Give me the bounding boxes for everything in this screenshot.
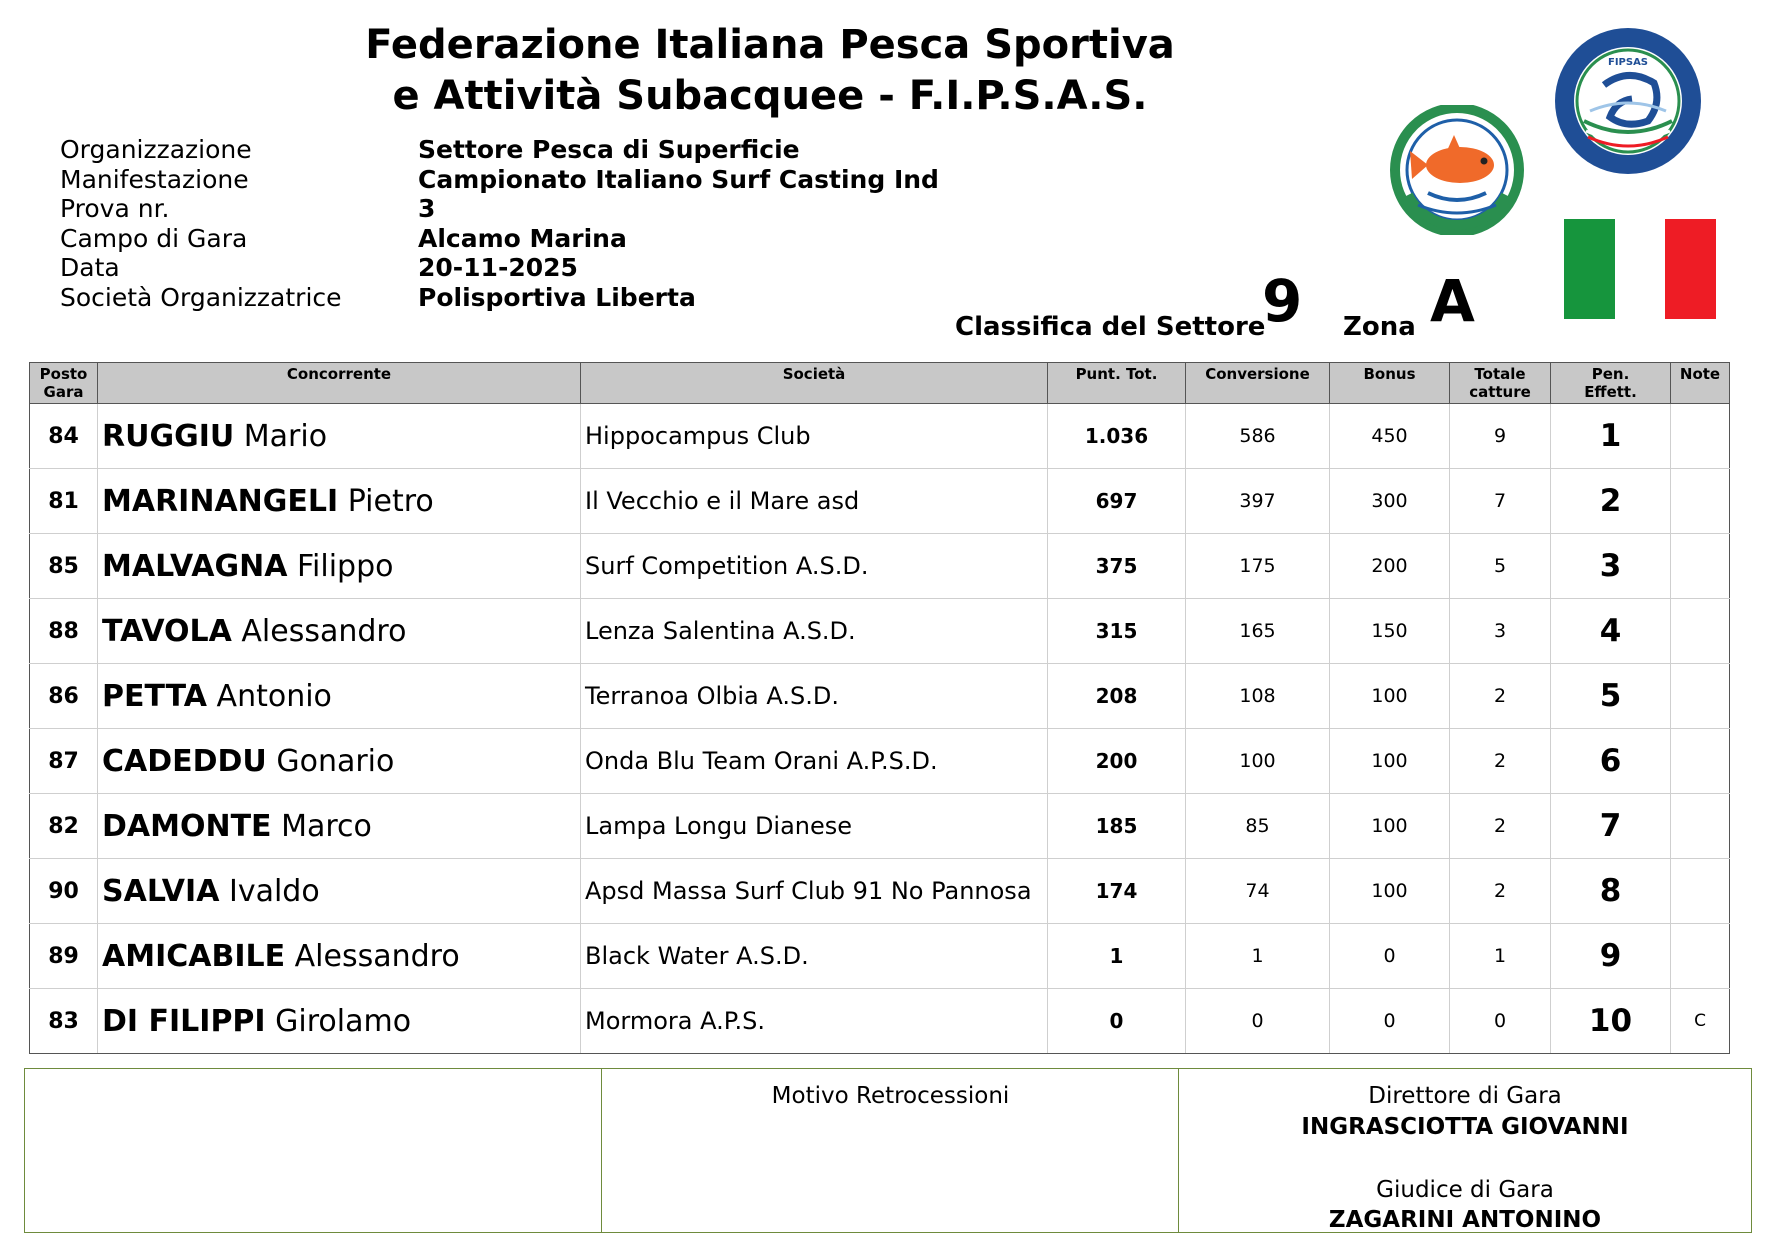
- cell-punt-tot: 0: [1048, 989, 1186, 1054]
- cell-pen-effett: 1: [1551, 404, 1671, 469]
- table-row: [30, 599, 1730, 664]
- cell-posto: 87: [30, 729, 98, 794]
- cell-pen-effett: 6: [1551, 729, 1671, 794]
- cell-societa: Lenza Salentina A.S.D.: [581, 599, 1048, 664]
- col-header-totale-catture: Totale catture: [1450, 363, 1551, 404]
- info-value: 3: [418, 194, 436, 224]
- competitor-first-name: Marco: [281, 808, 372, 844]
- flag-green-band: [1564, 219, 1615, 319]
- col-header-societa: Società: [581, 363, 1048, 404]
- cell-posto: 90: [30, 859, 98, 924]
- cell-conversione: 74: [1186, 859, 1330, 924]
- cell-punt-tot: 185: [1048, 794, 1186, 859]
- cell-totale-catture: 5: [1450, 534, 1551, 599]
- cell-concorrente: [98, 469, 581, 534]
- table-row: [30, 859, 1730, 924]
- cell-pen-effett: 10: [1551, 989, 1671, 1054]
- info-label: Manifestazione: [60, 164, 249, 194]
- col-header-note: Note: [1671, 363, 1730, 404]
- cell-posto: 84: [30, 404, 98, 469]
- cell-societa: Black Water A.S.D.: [581, 924, 1048, 989]
- competitor-first-name: Gonario: [276, 743, 395, 779]
- fipsas-logo: [1552, 25, 1704, 177]
- cell-punt-tot: 375: [1048, 534, 1186, 599]
- info-label: Campo di Gara: [60, 223, 248, 253]
- cell-conversione: 397: [1186, 469, 1330, 534]
- cell-note: C: [1671, 989, 1730, 1054]
- competitor-first-name: Pietro: [347, 483, 434, 519]
- cell-totale-catture: 9: [1450, 404, 1551, 469]
- cell-pen-effett: 2: [1551, 469, 1671, 534]
- cell-societa: Onda Blu Team Orani A.P.S.D.: [581, 729, 1048, 794]
- cell-punt-tot: 174: [1048, 859, 1186, 924]
- cell-totale-catture: 2: [1450, 859, 1551, 924]
- cell-note: [1671, 469, 1730, 534]
- cell-punt-tot: 697: [1048, 469, 1186, 534]
- cell-bonus: 100: [1330, 664, 1450, 729]
- zona-label: Zona: [1343, 312, 1416, 342]
- cell-societa: Hippocampus Club: [581, 404, 1048, 469]
- cell-bonus: 200: [1330, 534, 1450, 599]
- cell-bonus: 300: [1330, 469, 1450, 534]
- giudice-name: ZAGARINI ANTONINO: [1328, 1207, 1602, 1233]
- cell-societa: Terranoa Olbia A.S.D.: [581, 664, 1048, 729]
- competitor-surname: CADEDDU: [102, 743, 267, 779]
- cell-societa: Il Vecchio e il Mare asd: [581, 469, 1048, 534]
- cell-bonus: 450: [1330, 404, 1450, 469]
- zona-letter: A: [1430, 267, 1475, 335]
- competitor-surname: MARINANGELI: [102, 483, 339, 519]
- cell-concorrente: [98, 989, 581, 1054]
- cell-conversione: 586: [1186, 404, 1330, 469]
- cell-societa: Mormora A.P.S.: [581, 989, 1048, 1054]
- competitor-surname: DI FILIPPI: [102, 1003, 266, 1039]
- cell-pen-effett: 4: [1551, 599, 1671, 664]
- settore-number: 9: [1262, 267, 1303, 335]
- footer-officials-cell: [1178, 1069, 1751, 1232]
- giudice-label: Giudice di Gara: [1376, 1177, 1554, 1203]
- cell-punt-tot: 200: [1048, 729, 1186, 794]
- cell-conversione: 100: [1186, 729, 1330, 794]
- competitor-first-name: Antonio: [216, 678, 332, 714]
- cell-note: [1671, 404, 1730, 469]
- cell-concorrente: [98, 859, 581, 924]
- cell-posto: 86: [30, 664, 98, 729]
- footer-empty-cell: [25, 1069, 601, 1232]
- competitor-surname: MALVAGNA: [102, 548, 288, 584]
- fipsas-logo-text: FIPSAS: [1607, 57, 1649, 68]
- cell-totale-catture: 3: [1450, 599, 1551, 664]
- cell-bonus: 100: [1330, 794, 1450, 859]
- classifica-label: Classifica del Settore: [955, 312, 1266, 342]
- competitor-surname: AMICABILE: [102, 938, 286, 974]
- direttore-name: INGRASCIOTTA GIOVANNI: [1301, 1114, 1629, 1140]
- table-row: [30, 729, 1730, 794]
- cell-bonus: 100: [1330, 859, 1450, 924]
- table-row: [30, 404, 1730, 469]
- competitor-first-name: Mario: [243, 418, 328, 454]
- cell-posto: 88: [30, 599, 98, 664]
- cell-conversione: 1: [1186, 924, 1330, 989]
- motivo-label: Motivo Retrocessioni: [771, 1083, 1010, 1109]
- info-value: 20-11-2025: [418, 253, 578, 283]
- cell-punt-tot: 1: [1048, 924, 1186, 989]
- cell-totale-catture: 7: [1450, 469, 1551, 534]
- col-header-bonus: Bonus: [1330, 363, 1450, 404]
- document-title: [300, 20, 1240, 122]
- competitor-surname: RUGGIU: [102, 418, 235, 454]
- italian-flag: [1564, 219, 1716, 319]
- cell-note: [1671, 859, 1730, 924]
- table-row: [30, 664, 1730, 729]
- table-header-row: [30, 363, 1730, 404]
- footer-motivo-cell: [601, 1069, 1179, 1232]
- cell-concorrente: [98, 599, 581, 664]
- cell-totale-catture: 2: [1450, 664, 1551, 729]
- col-header-conversione: Conversione: [1186, 363, 1330, 404]
- cell-conversione: 175: [1186, 534, 1330, 599]
- competitor-first-name: Alessandro: [294, 938, 460, 974]
- info-value: Polisportiva Liberta: [418, 282, 696, 312]
- cell-societa: Lampa Longu Dianese: [581, 794, 1048, 859]
- info-label: Organizzazione: [60, 135, 252, 164]
- cell-concorrente: [98, 794, 581, 859]
- competitor-surname: TAVOLA: [102, 613, 232, 649]
- cell-concorrente: [98, 729, 581, 794]
- cell-totale-catture: 0: [1450, 989, 1551, 1054]
- cell-pen-effett: 8: [1551, 859, 1671, 924]
- cell-posto: 83: [30, 989, 98, 1054]
- cell-pen-effett: 9: [1551, 924, 1671, 989]
- cell-note: [1671, 599, 1730, 664]
- cell-note: [1671, 924, 1730, 989]
- cell-note: [1671, 534, 1730, 599]
- cell-societa: Surf Competition A.S.D.: [581, 534, 1048, 599]
- competitor-first-name: Ivaldo: [228, 873, 320, 909]
- table-row: [30, 989, 1730, 1054]
- cell-concorrente: [98, 924, 581, 989]
- cell-note: [1671, 664, 1730, 729]
- col-header-pen-effett: Pen. Effett.: [1551, 363, 1671, 404]
- cell-pen-effett: 7: [1551, 794, 1671, 859]
- col-header-concorrente: Concorrente: [98, 363, 581, 404]
- cell-conversione: 0: [1186, 989, 1330, 1054]
- col-header-posto: Posto Gara: [30, 363, 98, 404]
- cell-punt-tot: 315: [1048, 599, 1186, 664]
- footer-box: [24, 1068, 1752, 1233]
- cell-note: [1671, 794, 1730, 859]
- cell-totale-catture: 2: [1450, 794, 1551, 859]
- table-row: [30, 794, 1730, 859]
- cell-bonus: 0: [1330, 989, 1450, 1054]
- cell-posto: 81: [30, 469, 98, 534]
- info-value: Alcamo Marina: [418, 223, 627, 253]
- cell-punt-tot: 208: [1048, 664, 1186, 729]
- info-value: Settore Pesca di Superficie: [418, 135, 800, 164]
- results-table: [29, 362, 1730, 1054]
- competitor-surname: PETTA: [102, 678, 207, 714]
- info-value: Campionato Italiano Surf Casting Ind: [418, 164, 939, 194]
- title-line-2: e Attività Subacquee - F.I.P.S.A.S.: [392, 73, 1148, 119]
- cell-totale-catture: 1: [1450, 924, 1551, 989]
- cell-concorrente: [98, 534, 581, 599]
- flag-red-band: [1665, 219, 1716, 319]
- cell-note: [1671, 729, 1730, 794]
- competitor-surname: DAMONTE: [102, 808, 272, 844]
- cell-punt-tot: 1.036: [1048, 404, 1186, 469]
- cell-bonus: 150: [1330, 599, 1450, 664]
- info-label: Società Organizzatrice: [60, 282, 342, 312]
- cell-posto: 85: [30, 534, 98, 599]
- cell-concorrente: [98, 664, 581, 729]
- cell-posto: 89: [30, 924, 98, 989]
- title-line-1: Federazione Italiana Pesca Sportiva: [365, 22, 1175, 68]
- cell-conversione: 165: [1186, 599, 1330, 664]
- table-row: [30, 534, 1730, 599]
- cell-posto: 82: [30, 794, 98, 859]
- competitor-first-name: Girolamo: [275, 1003, 412, 1039]
- flag-white-band: [1615, 219, 1666, 319]
- direttore-label: Direttore di Gara: [1368, 1083, 1562, 1109]
- cell-totale-catture: 2: [1450, 729, 1551, 794]
- cell-concorrente: [98, 404, 581, 469]
- cell-bonus: 100: [1330, 729, 1450, 794]
- cell-societa: Apsd Massa Surf Club 91 No Pannosa: [581, 859, 1048, 924]
- table-row: [30, 469, 1730, 534]
- cell-bonus: 0: [1330, 924, 1450, 989]
- cell-conversione: 108: [1186, 664, 1330, 729]
- info-label: Prova nr.: [60, 194, 170, 224]
- table-row: [30, 924, 1730, 989]
- competitor-surname: SALVIA: [102, 873, 220, 909]
- catch-release-logo: [1388, 105, 1526, 235]
- cell-pen-effett: 3: [1551, 534, 1671, 599]
- competitor-first-name: Alessandro: [241, 613, 407, 649]
- cell-pen-effett: 5: [1551, 664, 1671, 729]
- col-header-punt-tot: Punt. Tot.: [1048, 363, 1186, 404]
- competitor-first-name: Filippo: [296, 548, 394, 584]
- cell-conversione: 85: [1186, 794, 1330, 859]
- table-body: [30, 404, 1730, 1054]
- info-label: Data: [60, 253, 120, 283]
